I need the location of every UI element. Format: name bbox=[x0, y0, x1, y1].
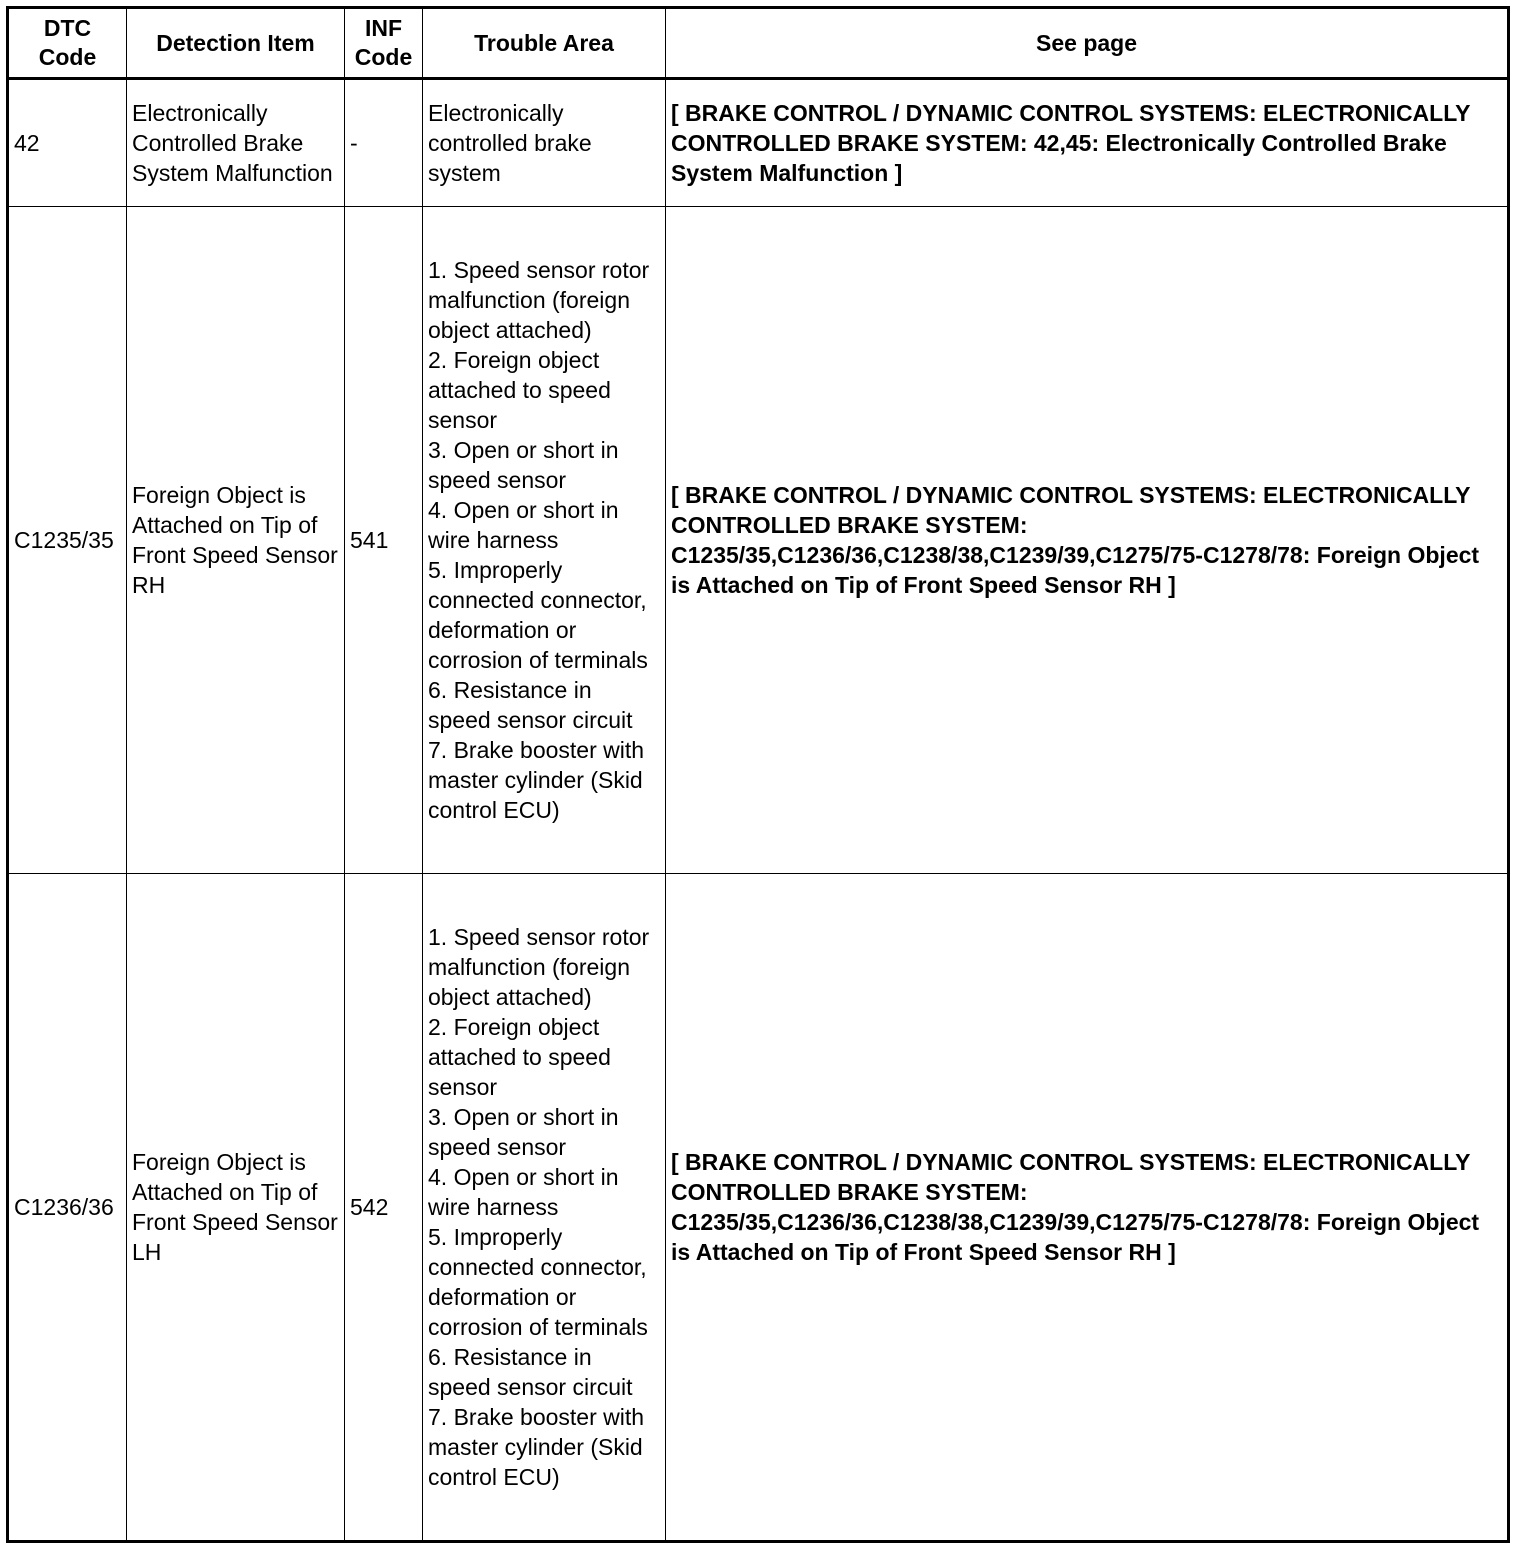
header-inf-code: INF Code bbox=[345, 8, 423, 79]
table-body bbox=[8, 79, 1509, 1542]
see-page-link[interactable]: [ BRAKE CONTROL / DYNAMIC CONTROL SYSTEMS: ELECTRONICALLY CONTROLLED BRAKE SYSTEM: 42,45: Electronically Controlled Brake System Malfunction ] bbox=[666, 79, 1509, 207]
inf-code-cell: 541 bbox=[345, 207, 423, 874]
trouble-area-cell: 1. Speed sensor rotor malfunction (foreign object attached) 2. Foreign object attached to speed sensor 3. Open or short in speed sensor 4. Open or short in wire harness 5. Improperly connected connector, deformation or corrosion of terminals 6. Resistance in speed sensor circuit 7. Brake booster with master cylinder (Skid control ECU) bbox=[423, 874, 666, 1542]
detection-item-cell: Foreign Object is Attached on Tip of Front Speed Sensor RH bbox=[127, 207, 345, 874]
table-row bbox=[8, 79, 1509, 207]
dtc-code-cell: C1236/36 bbox=[8, 874, 127, 1542]
table-row bbox=[8, 874, 1509, 1542]
trouble-area-cell: 1. Speed sensor rotor malfunction (foreign object attached) 2. Foreign object attached to speed sensor 3. Open or short in speed sensor 4. Open or short in wire harness 5. Improperly connected connector, deformation or corrosion of terminals 6. Resistance in speed sensor circuit 7. Brake booster with master cylinder (Skid control ECU) bbox=[423, 207, 666, 874]
header-detection-item: Detection Item bbox=[127, 8, 345, 79]
dtc-table bbox=[6, 6, 1510, 1543]
detection-item-cell: Foreign Object is Attached on Tip of Front Speed Sensor LH bbox=[127, 874, 345, 1542]
see-page-link[interactable]: [ BRAKE CONTROL / DYNAMIC CONTROL SYSTEMS: ELECTRONICALLY CONTROLLED BRAKE SYSTEM: C1235/35,C1236/36,C1238/38,C1239/39,C1275/75-C1278/78: Foreign Object is Attached on Tip of Front Speed Sensor RH ] bbox=[666, 874, 1509, 1542]
inf-code-cell: 542 bbox=[345, 874, 423, 1542]
inf-code-cell: - bbox=[345, 79, 423, 207]
header-trouble-area: Trouble Area bbox=[423, 8, 666, 79]
trouble-area-cell: Electronically controlled brake system bbox=[423, 79, 666, 207]
header-dtc-code: DTC Code bbox=[8, 8, 127, 79]
dtc-code-cell: C1235/35 bbox=[8, 207, 127, 874]
table-row bbox=[8, 207, 1509, 874]
header-see-page: See page bbox=[666, 8, 1509, 79]
table-header bbox=[8, 8, 1509, 79]
dtc-code-cell: 42 bbox=[8, 79, 127, 207]
see-page-link[interactable]: [ BRAKE CONTROL / DYNAMIC CONTROL SYSTEMS: ELECTRONICALLY CONTROLLED BRAKE SYSTEM: C1235/35,C1236/36,C1238/38,C1239/39,C1275/75-C1278/78: Foreign Object is Attached on Tip of Front Speed Sensor RH ] bbox=[666, 207, 1509, 874]
detection-item-cell: Electronically Controlled Brake System Malfunction bbox=[127, 79, 345, 207]
header-row bbox=[8, 8, 1509, 79]
